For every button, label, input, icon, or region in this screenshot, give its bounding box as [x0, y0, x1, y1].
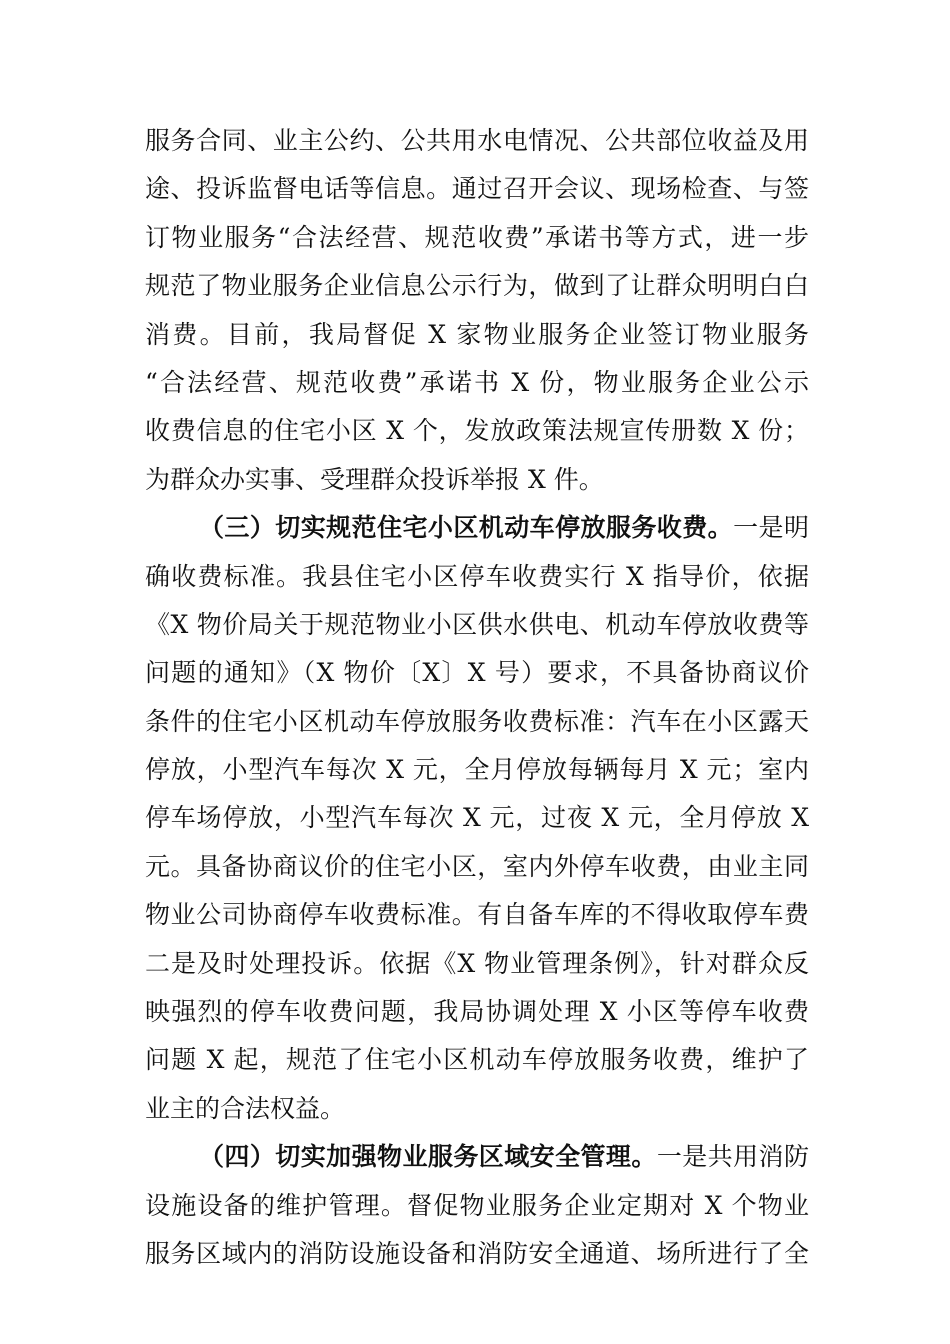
text-line: 消费。目前，我局督促 X 家物业服务企业签订物业服务 [145, 319, 809, 349]
text-line: 确收费标准。我县住宅小区停车收费实行 X 指导价，依据 [145, 561, 809, 591]
text-line: 问题 X 起，规范了住宅小区机动车停放服务收费，维护了 [145, 1045, 809, 1075]
text-line: 二是及时处理投诉。依据《X 物业管理条例》，针对群众反 [145, 948, 809, 978]
paragraph-2 [145, 504, 809, 1133]
text-line: 《X 物价局关于规范物业小区供水供电、机动车停放收费等 [145, 609, 809, 639]
paragraph-1 [145, 117, 809, 504]
text-line: 元。具备协商议价的住宅小区，室内外停车收费，由业主同 [145, 851, 809, 881]
text-line: 问题的通知》（X 物价〔X〕X 号）要求，不具备协商议价 [145, 658, 809, 688]
text-run: 一是共用消防 [656, 1142, 809, 1172]
text-line: 服务合同、业主公约、公共用水电情况、公共部位收益及用 [145, 126, 809, 155]
text-line: “合法经营、规范收费”承诺书 X 份，物业服务企业公示 [145, 367, 809, 397]
text-line: 为群众办实事、受理群众投诉举报 X 件。 [145, 464, 604, 494]
text-line: 设施设备的维护管理。督促物业服务企业定期对 X 个物业 [145, 1190, 809, 1220]
text-line: 物业公司协商停车收费标准。有自备车库的不得收取停车费 [145, 900, 809, 930]
text-line: 业主的合法权益。 [145, 1093, 346, 1123]
text-line: 映强烈的停车收费问题，我局协调处理 X 小区等停车收费 [145, 997, 809, 1027]
text-run: 一是明 [733, 513, 809, 543]
text-line: 规范了物业服务企业信息公示行为，做到了让群众明明白白 [145, 271, 809, 301]
section-heading: （四）切实加强物业服务区域安全管理。 [199, 1142, 657, 1172]
text-line: 停车场停放，小型汽车每次 X 元，过夜 X 元，全月停放 X [145, 803, 809, 833]
paragraph-first-line [145, 1133, 809, 1181]
text-line: 服务区域内的消防设施设备和消防安全通道、场所进行了全 [145, 1238, 809, 1268]
body-text [145, 117, 809, 1278]
paragraph-3 [145, 1133, 809, 1278]
text-line: 订物业服务“合法经营、规范收费”承诺书等方式，进一步 [145, 222, 809, 252]
text-line: 停放，小型汽车每次 X 元，全月停放每辆每月 X 元；室内 [145, 755, 809, 785]
text-line: 收费信息的住宅小区 X 个，发放政策法规宣传册数 X 份； [145, 416, 809, 446]
text-line: 途、投诉监督电话等信息。通过召开会议、现场检查、与签 [145, 174, 809, 204]
section-heading: （三）切实规范住宅小区机动车停放服务收费。 [199, 513, 734, 543]
text-line: 条件的住宅小区机动车停放服务收费标准：汽车在小区露天 [145, 706, 809, 736]
paragraph-first-line [145, 504, 809, 552]
